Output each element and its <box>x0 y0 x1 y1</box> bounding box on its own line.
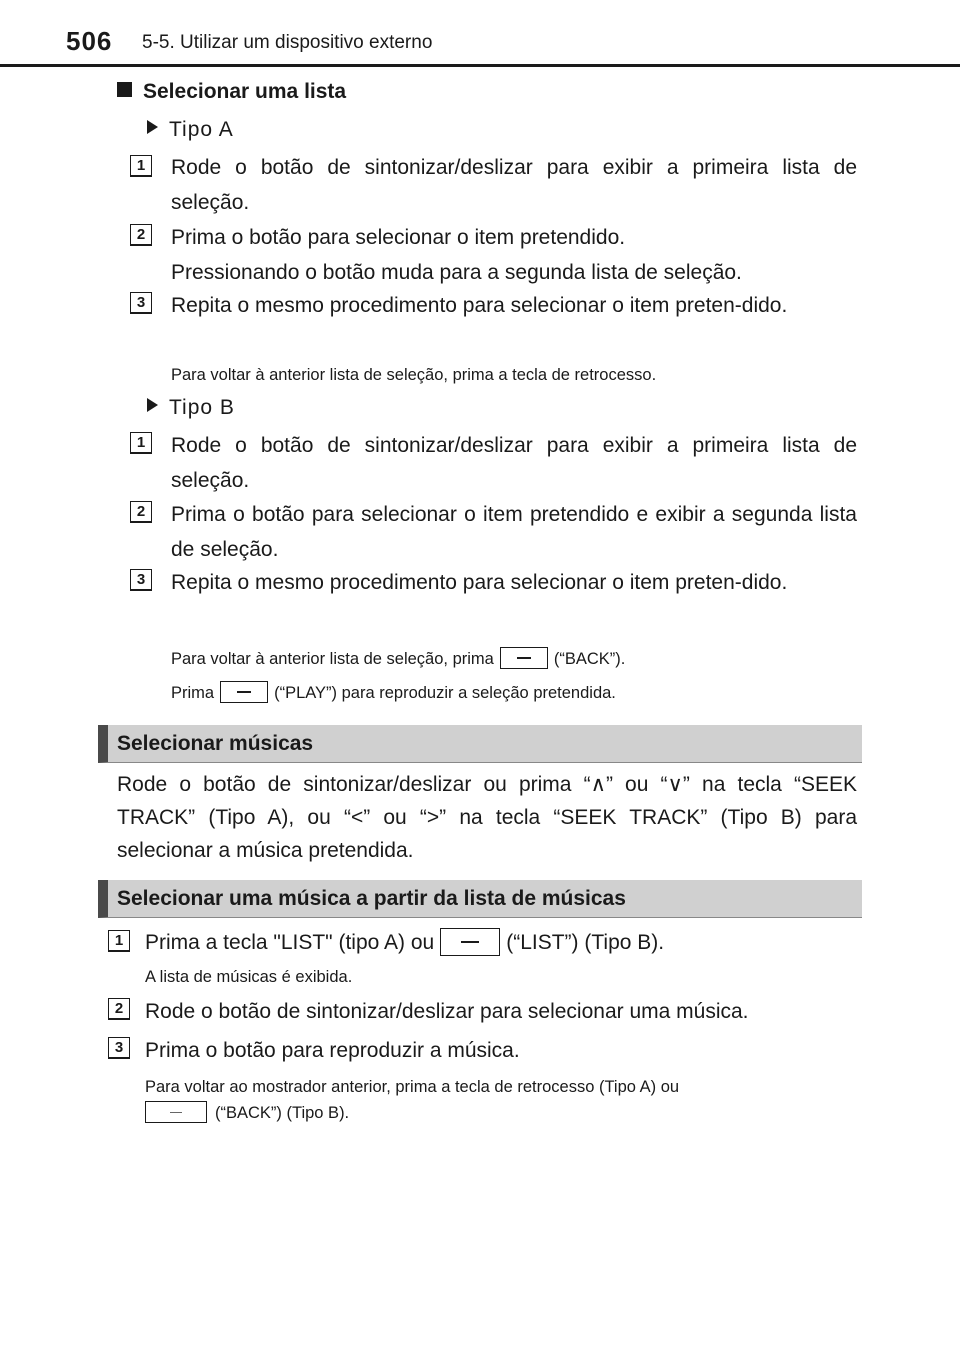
square-bullet-icon <box>117 82 132 97</box>
select-music-paragraph: Rode o botão de sintonizar/deslizar ou prima “∧” ou “∨” na tecla “SEEK TRACK” (Tipo A), ou “<” ou “>” na tecla “SEEK TRACK” (Tipo B) para selecionar a música pretendida. <box>117 773 857 862</box>
step-text: Prima o botão para reproduzir a música. <box>145 1039 520 1062</box>
step-number: 1 <box>108 930 130 952</box>
step-number: 2 <box>108 998 130 1020</box>
step-text: Rode o botão de sintonizar/deslizar para exibir a primeira lista de seleção. <box>171 434 857 492</box>
play-key-icon <box>220 681 268 703</box>
step-text <box>171 220 857 290</box>
note-text-part: Para voltar à anterior lista de seleção, prima <box>171 650 494 668</box>
type-b-text: Tipo B <box>169 396 235 419</box>
step-number: 3 <box>130 292 152 314</box>
section-title: 5-5. Utilizar um dispositivo externo <box>142 32 433 53</box>
back-key-icon <box>500 647 548 669</box>
section-bar-select-music: Selecionar músicas <box>98 725 862 763</box>
triangle-arrow-icon <box>147 398 158 412</box>
step-text: Rode o botão de sintonizar/deslizar para selecionar uma música. <box>145 1000 749 1023</box>
subsection-heading <box>117 80 346 104</box>
note-text: Para voltar à anterior lista de seleção, prima a tecla de retrocesso. <box>171 366 657 384</box>
step-text-line: Pressionando o botão muda para a segunda lista de seleção. <box>171 261 742 284</box>
note-text <box>171 647 625 670</box>
step-text-line: Prima o botão para selecionar o item pretendido. <box>171 226 626 249</box>
step-text <box>145 925 664 960</box>
step-number: 3 <box>108 1037 130 1059</box>
section-bar-music-list: Selecionar uma música a partir da lista de músicas <box>98 880 862 918</box>
step-number: 2 <box>130 224 152 246</box>
note-text-part: (“BACK”) (Tipo B). <box>215 1104 350 1122</box>
page-number: 506 <box>66 26 113 56</box>
note-text: A lista de músicas é exibida. <box>145 968 353 986</box>
note-text <box>145 1101 349 1124</box>
type-a-label <box>147 118 234 142</box>
type-a-text: Tipo A <box>169 118 234 141</box>
step-text-part: Prima a tecla "LIST" (tipo A) ou <box>145 931 435 954</box>
step-number: 3 <box>130 569 152 591</box>
header-rule <box>0 64 960 67</box>
step-text: Repita o mesmo procedimento para selecionar o item preten-dido. <box>171 294 788 317</box>
note-text: Para voltar ao mostrador anterior, prima a tecla de retrocesso (Tipo A) ou <box>145 1078 680 1096</box>
list-key-icon <box>440 928 500 956</box>
note-text-part: (“PLAY”) para reproduzir a seleção pretendida. <box>274 684 616 702</box>
step-number: 1 <box>130 155 152 177</box>
triangle-arrow-icon <box>147 120 158 134</box>
step-text-part: (“LIST”) (Tipo B). <box>506 931 665 954</box>
type-b-label <box>147 396 235 420</box>
step-text: Rode o botão de sintonizar/deslizar para exibir a primeira lista de seleção. <box>171 156 857 214</box>
note-text-part: Prima <box>171 684 215 702</box>
note-text-part: (“BACK”). <box>553 650 626 668</box>
back-key-icon <box>145 1101 207 1123</box>
note-text <box>171 681 616 704</box>
step-text: Prima o botão para selecionar o item pretendido e exibir a segunda lista de seleção. <box>171 503 857 561</box>
subsection-heading-text: Selecionar uma lista <box>143 80 347 103</box>
step-number: 2 <box>130 501 152 523</box>
step-number: 1 <box>130 432 152 454</box>
step-text: Repita o mesmo procedimento para selecionar o item preten-dido. <box>171 571 788 594</box>
